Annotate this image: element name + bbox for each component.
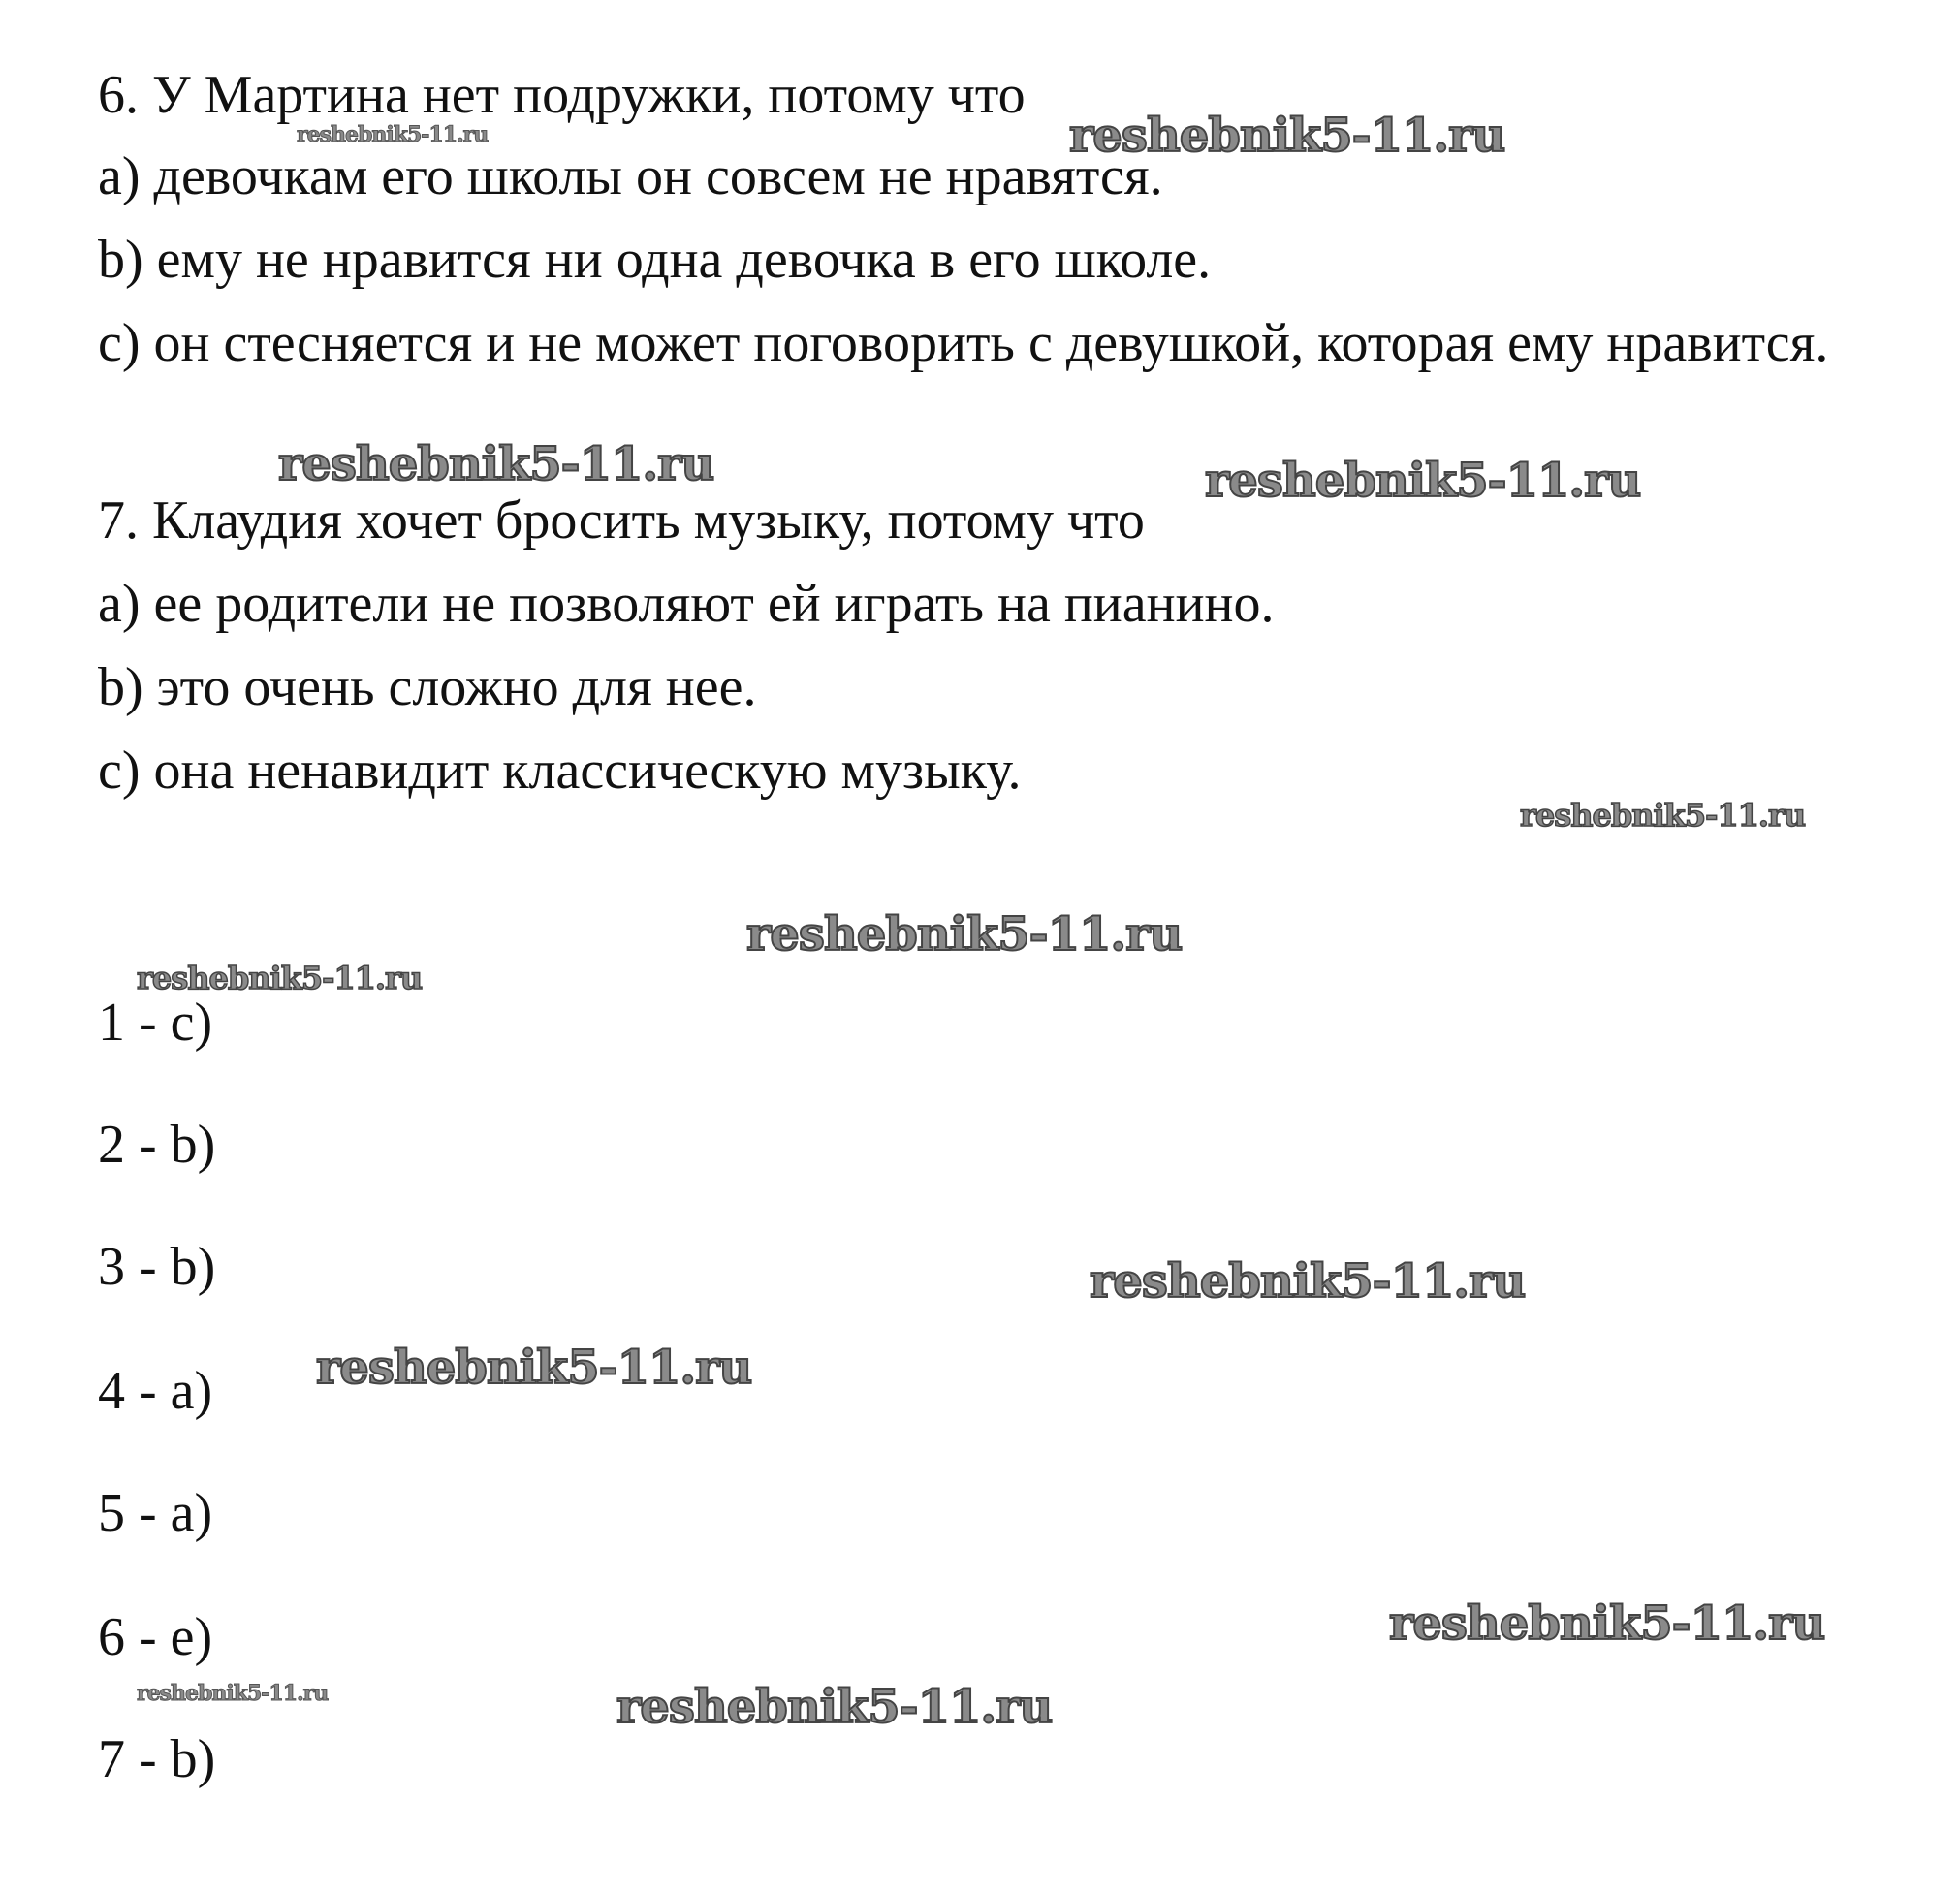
question-6-option-c: c) он стесняется и не может поговорить с девушкой, которая ему нравится.: [98, 313, 1829, 373]
question-6-title: 6. У Мартина нет подружки, потому что: [98, 65, 1026, 125]
question-7-option-c: c) она ненавидит классическую музыку.: [98, 741, 1022, 801]
answer-3: 3 - b): [98, 1237, 216, 1297]
question-7-title: 7. Клаудия хочет бросить музыку, потому что: [98, 490, 1145, 551]
answer-2: 2 - b): [98, 1115, 216, 1175]
watermark: reshebnik5-11.ru: [1520, 797, 1806, 834]
watermark: reshebnik5-11.ru: [316, 1341, 752, 1395]
answer-4: 4 - a): [98, 1361, 213, 1421]
watermark: reshebnik5-11.ru: [616, 1680, 1053, 1734]
watermark: reshebnik5-11.ru: [1389, 1596, 1825, 1651]
watermark: reshebnik5-11.ru: [1205, 454, 1641, 508]
answer-5: 5 - a): [98, 1483, 213, 1543]
answer-7: 7 - b): [98, 1729, 216, 1789]
answer-6: 6 - e): [98, 1607, 213, 1667]
watermark: reshebnik5-11.ru: [297, 122, 489, 147]
watermark: reshebnik5-11.ru: [1090, 1254, 1526, 1309]
question-6-option-b: b) ему не нравится ни одна девочка в его школе.: [98, 230, 1212, 290]
watermark: reshebnik5-11.ru: [746, 907, 1183, 962]
watermark: reshebnik5-11.ru: [278, 437, 714, 491]
answer-1: 1 - c): [98, 993, 213, 1053]
question-6-option-a: a) девочкам его школы он совсем не нравятся.: [98, 146, 1163, 206]
watermark: reshebnik5-11.ru: [137, 1681, 329, 1706]
watermark: reshebnik5-11.ru: [137, 960, 423, 996]
question-7-option-a: a) ее родители не позволяют ей играть на пианино.: [98, 574, 1275, 634]
question-7-option-b: b) это очень сложно для нее.: [98, 657, 757, 717]
watermark: reshebnik5-11.ru: [1069, 109, 1505, 163]
